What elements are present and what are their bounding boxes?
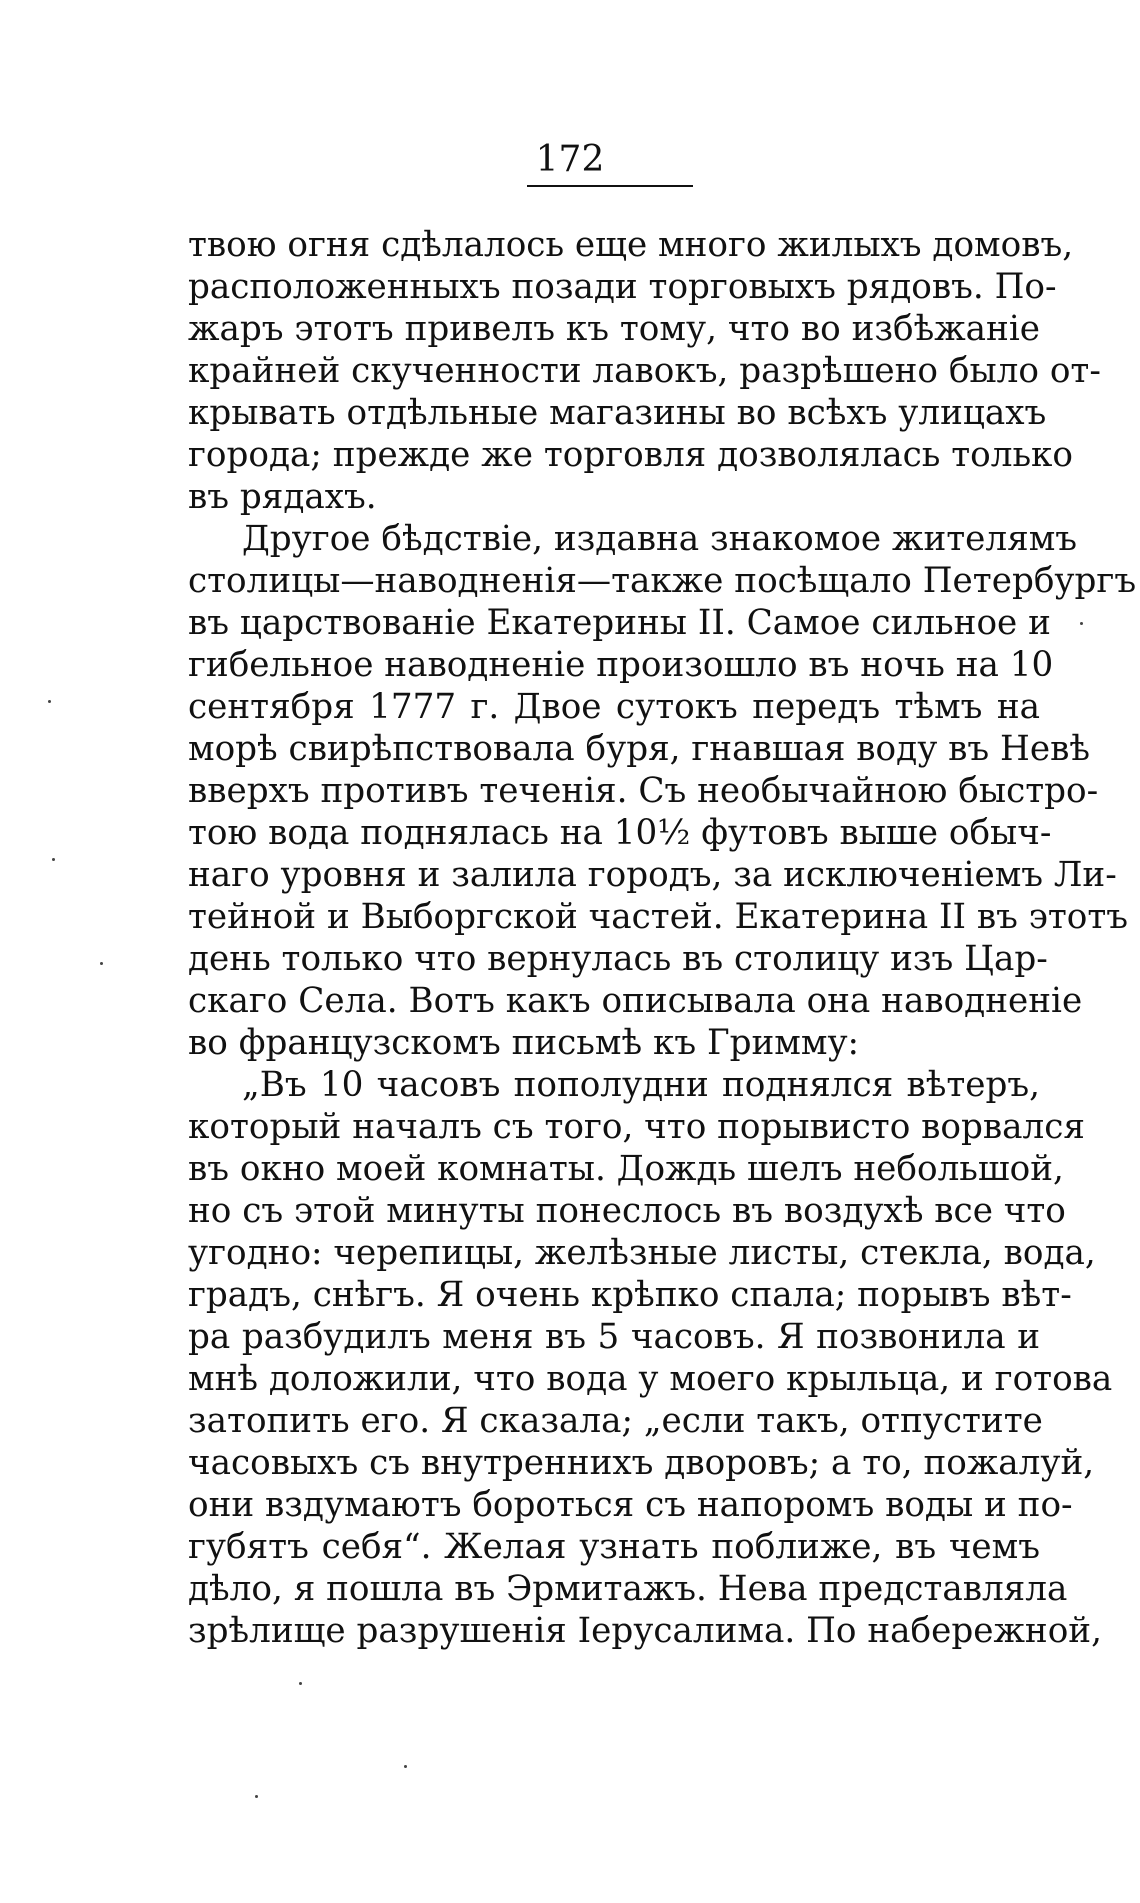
text-line: часовыхъ съ внутреннихъ дворовъ; а то, пожалуй, <box>188 1443 1095 1483</box>
text-line: въ рядахъ. <box>188 477 377 517</box>
text-line: зрѣлище разрушенія Іерусалима. По набережной, <box>188 1611 1102 1651</box>
page-number: 172 <box>535 139 605 180</box>
paragraph-first-line: Другое бѣдствіе, издавна знакомое жителямъ <box>242 519 1078 559</box>
text-line: вверхъ противъ теченія. Съ необычайною быстро- <box>188 771 1099 811</box>
text-line: тейной и Выборгской частей. Екатерина II въ этотъ <box>188 897 1129 937</box>
text-line: расположенныхъ позади торговыхъ рядовъ. По- <box>188 267 1057 307</box>
text-line: тою вода поднялась на 10½ футовъ выше обыч- <box>188 813 1052 853</box>
text-line: они вздумаютъ бороться съ напоромъ воды и по- <box>188 1485 1073 1525</box>
text-line: сентября 1777 г. Двое сутокъ передъ тѣмъ на <box>188 687 1040 727</box>
print-speck <box>255 1795 258 1798</box>
text-line: крайней скученности лавокъ, разрѣшено было от- <box>188 351 1101 391</box>
text-line: гибельное наводненіе произошло въ ночь на 10 <box>188 645 1054 685</box>
text-line: дѣло, я пошла въ Эрмитажъ. Нева представляла <box>188 1569 1068 1609</box>
text-line: жаръ этотъ привелъ къ тому, что во избѣжаніе <box>188 309 1040 349</box>
print-speck <box>48 700 51 703</box>
text-line: скаго Села. Вотъ какъ описывала она наводненіе <box>188 981 1083 1021</box>
text-line: мнѣ доложили, что вода у моего крыльца, и готова <box>188 1359 1113 1399</box>
text-line: затопить его. Я сказала; „если такъ, отпустите <box>188 1401 1043 1441</box>
text-line: но съ этой минуты понеслось въ воздухѣ все что <box>188 1191 1066 1231</box>
text-line: во французскомъ письмѣ къ Гримму: <box>188 1023 860 1063</box>
print-speck <box>299 1682 302 1685</box>
text-line: градъ, снѣгъ. Я очень крѣпко спала; порывъ вѣт- <box>188 1275 1072 1315</box>
text-line: крывать отдѣльные магазины во всѣхъ улицахъ <box>188 393 1047 433</box>
text-line: столицы—наводненія—также посѣщало Петербургъ <box>188 561 1137 601</box>
paragraph-first-line: твою огня сдѣлалось еще много жилыхъ домовъ, <box>188 225 1074 265</box>
body-text <box>188 224 1137 1652</box>
text-line: угодно: черепицы, желѣзные листы, стекла, вода, <box>188 1233 1096 1273</box>
text-line: который началъ съ того, что порывисто ворвался <box>188 1107 1085 1147</box>
paragraph-first-line: „Въ 10 часовъ пополудни поднялся вѣтеръ, <box>242 1065 1040 1105</box>
print-speck <box>1080 622 1083 625</box>
text-line: въ царствованіе Екатерины II. Самое сильное и <box>188 603 1051 643</box>
print-speck <box>404 1765 407 1768</box>
text-line: города; прежде же торговля дозволялась только <box>188 435 1074 475</box>
text-line: день только что вернулась въ столицу изъ Цар- <box>188 939 1048 979</box>
print-speck <box>100 962 103 965</box>
text-line: въ окно моей комнаты. Дождь шелъ небольшой, <box>188 1149 1064 1189</box>
text-line: ра разбудилъ меня въ 5 часовъ. Я позвонила и <box>188 1317 1040 1357</box>
print-speck <box>52 858 55 861</box>
text-line: наго уровня и залила городъ, за исключеніемъ Ли- <box>188 855 1117 895</box>
text-line: морѣ свирѣпствовала буря, гнавшая воду въ Невѣ <box>188 729 1090 769</box>
page-number-rule <box>527 185 693 187</box>
text-line: губятъ себя“. Желая узнать поближе, въ чемъ <box>188 1527 1040 1567</box>
